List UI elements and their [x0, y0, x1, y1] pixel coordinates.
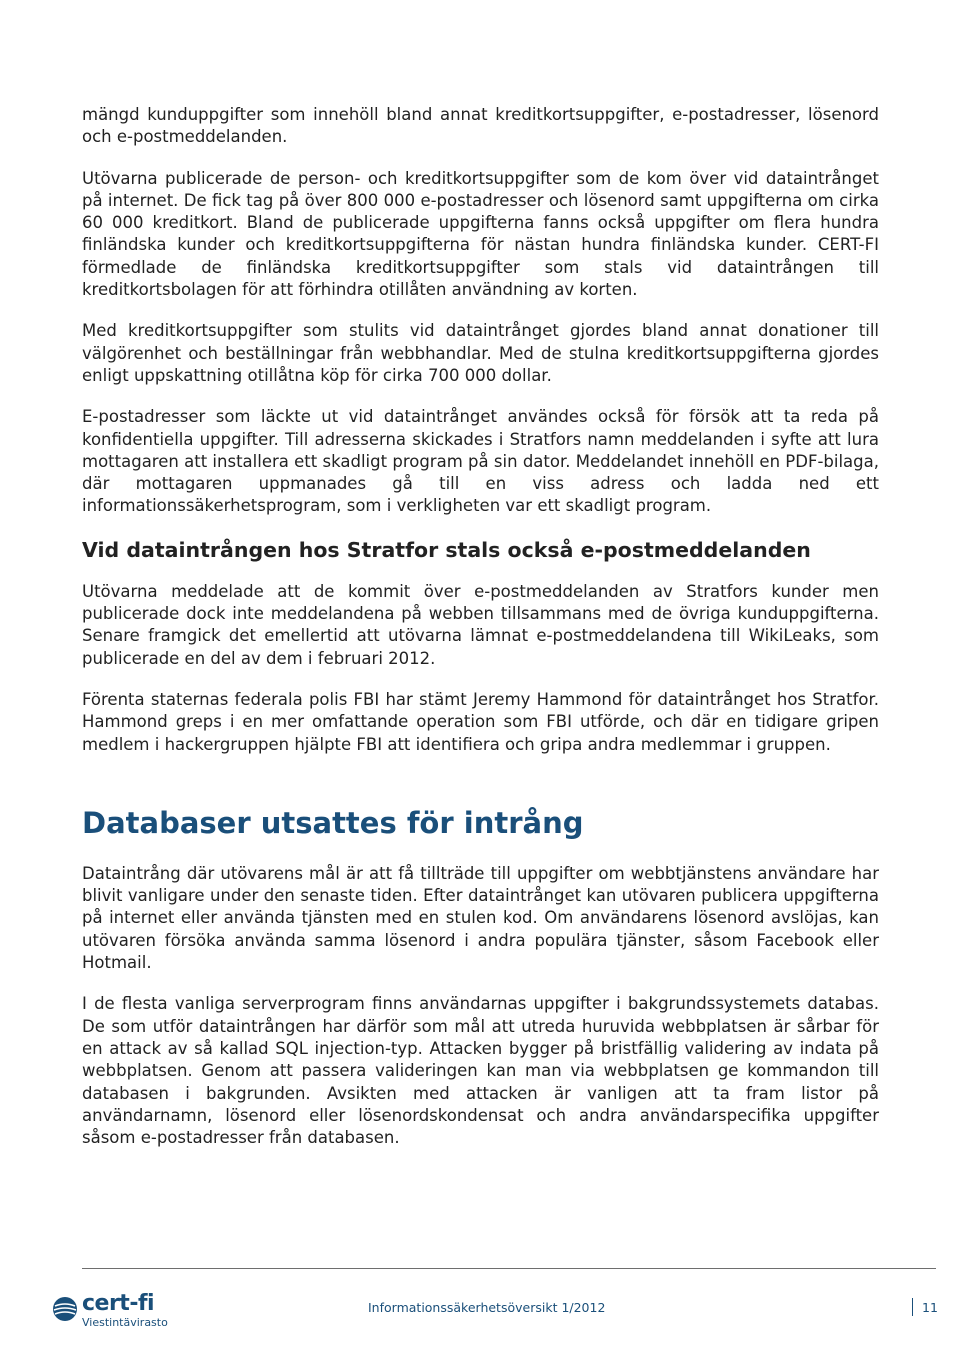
paragraph: Med kreditkortsuppgifter som stulits vid dataintrånget gjordes bland annat donationer till välgörenhet och beställningar från webbhandlar. Med de stulna kreditkortsuppgifterna gjordes enligt uppskattning otillåtna köp för cirka 700 000 dollar. [82, 321, 879, 385]
paragraph: E-postadresser som läckte ut vid dataintrånget användes också för försök att ta reda på konfidentiella uppgifter. Till adresserna skickades i Stratfors namn meddelanden i syfte att lura mottagaren att installera ett skadligt program på sin dator. Meddelandet innehöll en PDF-bilaga, där mottagaren uppmanades gå till en viss adress och ladda ned ett informationssäkerhetsprogram, som i verkligheten var ett skadligt program. [82, 407, 879, 516]
page-number: 11 [922, 1300, 938, 1315]
document-body [82, 104, 879, 1149]
logo-name: cert-fi [82, 1291, 155, 1316]
cert-fi-logo [52, 1292, 202, 1332]
footer-separator [912, 1298, 913, 1316]
logo-subtitle: Viestintävirasto [82, 1316, 168, 1329]
paragraph: Utövarna meddelade att de kommit över e-postmeddelanden av Stratfors kunder men publicerade dock inte meddelandena på webben tillsammans med de övriga kunduppgifterna. Senare framgick det emellertid att utövarna lämnat e-postmeddelandena till WikiLeaks, som publicerade en del av dem i februari 2012. [82, 581, 879, 668]
globe-icon [52, 1296, 78, 1322]
footer-divider [82, 1268, 936, 1269]
paragraph: Utövarna publicerade de person- och kreditkortsuppgifter som de kom över vid dataintrånget på internet. De fick tag på över 800 000 e-postadresser och lösenord samt uppgifterna om cirka 60 000 kreditkort. Bland de publicerade uppgifterna fanns också uppgifter om flera hundra finländska kunder och kreditkortsuppgifterna för nästan hundra finländska kunder. CERT-FI förmedlade de finländska kreditkortsuppgifter som stals vid dataintrången till kreditkortsbolagen för att förhindra otillåten användning av korten. [82, 168, 879, 300]
paragraph: Dataintrång där utövarens mål är att få tillträde till uppgifter om webbtjänstens användare har blivit vanligare under den senaste tiden. Efter dataintrånget kan utövaren publicera uppgifterna på internet eller använda tjänsten med en stulen kod. Om användarens lösenord avslöjas, kan utövaren försöka använda samma lösenord i andra populära tjänster, såsom Facebook eller Hotmail. [82, 863, 879, 973]
paragraph: mängd kunduppgifter som innehöll bland annat kreditkortsuppgifter, e-postadresser, lösenord och e-postmeddelanden. [82, 105, 879, 147]
paragraph: I de flesta vanliga serverprogram finns användarnas uppgifter i bakgrundssystemets databas. De som utför dataintrången har därför som mål att utreda huruvida webbplatsen är sårbar för en attack av så kallad SQL injection-typ. Attacken bygger på bristfällig validering av indata på webbplatsen. Genom att passera valideringen kan man via webbplatsen ge kommandon till databasen i bakgrunden. Avsikten med attacken är vanligen att ta fram listor på användarnamn, lösenord eller lösenordskondensat och andra användarspecifika uppgifter såsom e-postadresser från databasen. [82, 994, 879, 1148]
section-heading: Vid dataintrången hos Stratfor stals också e-postmeddelanden [82, 537, 811, 562]
paragraph: Förenta staternas federala polis FBI har stämt Jeremy Hammond för dataintrånget hos Stratfor. Hammond greps i en mer omfattande operation som FBI utförde, och där en tidigare gripen medlem i hackergruppen hjälpte FBI att identifiera och gripa andra medlemmar i gruppen. [82, 689, 879, 754]
main-heading: Databaser utsattes för intrång [82, 805, 584, 840]
publication-title: Informationssäkerhetsöversikt 1/2012 [368, 1300, 606, 1315]
